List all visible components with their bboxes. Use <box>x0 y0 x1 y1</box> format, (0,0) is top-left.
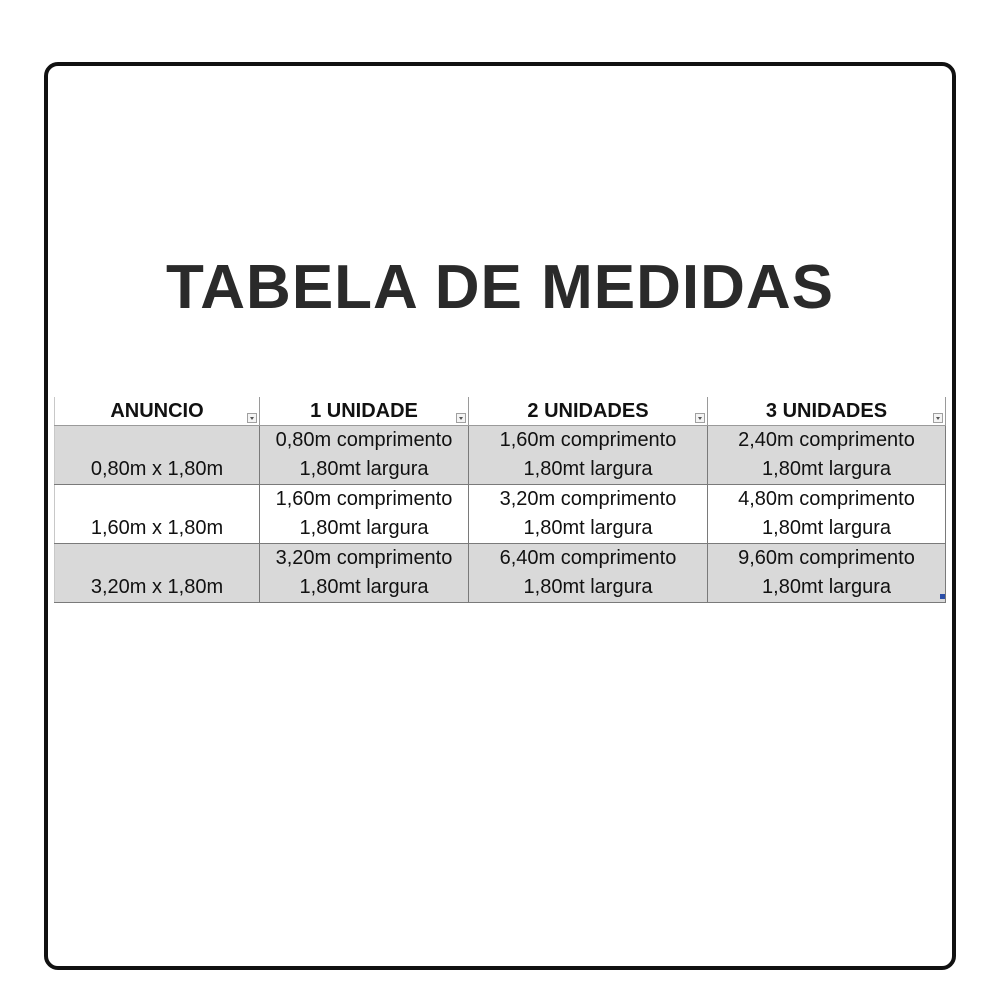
comprimento-text: 0,80m comprimento <box>275 429 453 451</box>
anuncio-size: 0,80m x 1,80m <box>90 458 224 480</box>
comprimento-text: 3,20m comprimento <box>499 488 677 510</box>
filter-dropdown-icon[interactable] <box>456 413 466 423</box>
filter-dropdown-icon[interactable] <box>695 413 705 423</box>
largura-text: 1,80mt largura <box>523 458 653 480</box>
measure-cell <box>469 485 708 544</box>
measure-cell <box>469 544 708 603</box>
comprimento-text: 6,40m comprimento <box>499 547 677 569</box>
measure-cell <box>708 485 946 544</box>
comprimento-text: 4,80m comprimento <box>738 488 915 510</box>
table-row <box>55 485 946 544</box>
largura-text: 1,80mt largura <box>762 576 891 598</box>
comprimento-text: 1,60m comprimento <box>275 488 453 510</box>
largura-text: 1,80mt largura <box>523 517 653 539</box>
anuncio-size: 3,20m x 1,80m <box>90 576 224 598</box>
largura-text: 1,80mt largura <box>299 576 429 598</box>
comprimento-text: 9,60m comprimento <box>738 547 915 569</box>
table-row <box>55 544 946 603</box>
largura-text: 1,80mt largura <box>762 517 891 539</box>
table-header-row <box>55 397 946 426</box>
header-label: 3 UNIDADES <box>765 399 888 422</box>
header-1-unidade <box>260 397 469 426</box>
comprimento-text: 1,60m comprimento <box>499 429 677 451</box>
anuncio-cell <box>55 485 260 544</box>
filter-dropdown-icon[interactable] <box>933 413 943 423</box>
header-2-unidades <box>469 397 708 426</box>
header-label: 2 UNIDADES <box>527 399 649 422</box>
measure-cell <box>708 544 946 603</box>
largura-text: 1,80mt largura <box>299 517 429 539</box>
header-label: ANUNCIO <box>110 399 204 422</box>
anuncio-size: 1,60m x 1,80m <box>90 517 224 539</box>
measure-cell <box>469 426 708 485</box>
measure-cell <box>708 426 946 485</box>
header-3-unidades <box>708 397 946 426</box>
measure-cell <box>260 544 469 603</box>
largura-text: 1,80mt largura <box>762 458 891 480</box>
largura-text: 1,80mt largura <box>523 576 653 598</box>
anuncio-cell <box>55 426 260 485</box>
anuncio-cell <box>55 544 260 603</box>
resize-handle-icon[interactable] <box>940 594 945 599</box>
measure-cell <box>260 485 469 544</box>
comprimento-text: 2,40m comprimento <box>738 429 915 451</box>
measure-cell <box>260 426 469 485</box>
measurements-table <box>54 397 946 603</box>
filter-dropdown-icon[interactable] <box>247 413 257 423</box>
header-anuncio <box>55 397 260 426</box>
page-title: TABELA DE MEDIDAS <box>166 253 834 322</box>
largura-text: 1,80mt largura <box>299 458 429 480</box>
table-row <box>55 426 946 485</box>
comprimento-text: 3,20m comprimento <box>275 547 453 569</box>
header-label: 1 UNIDADE <box>310 399 418 422</box>
